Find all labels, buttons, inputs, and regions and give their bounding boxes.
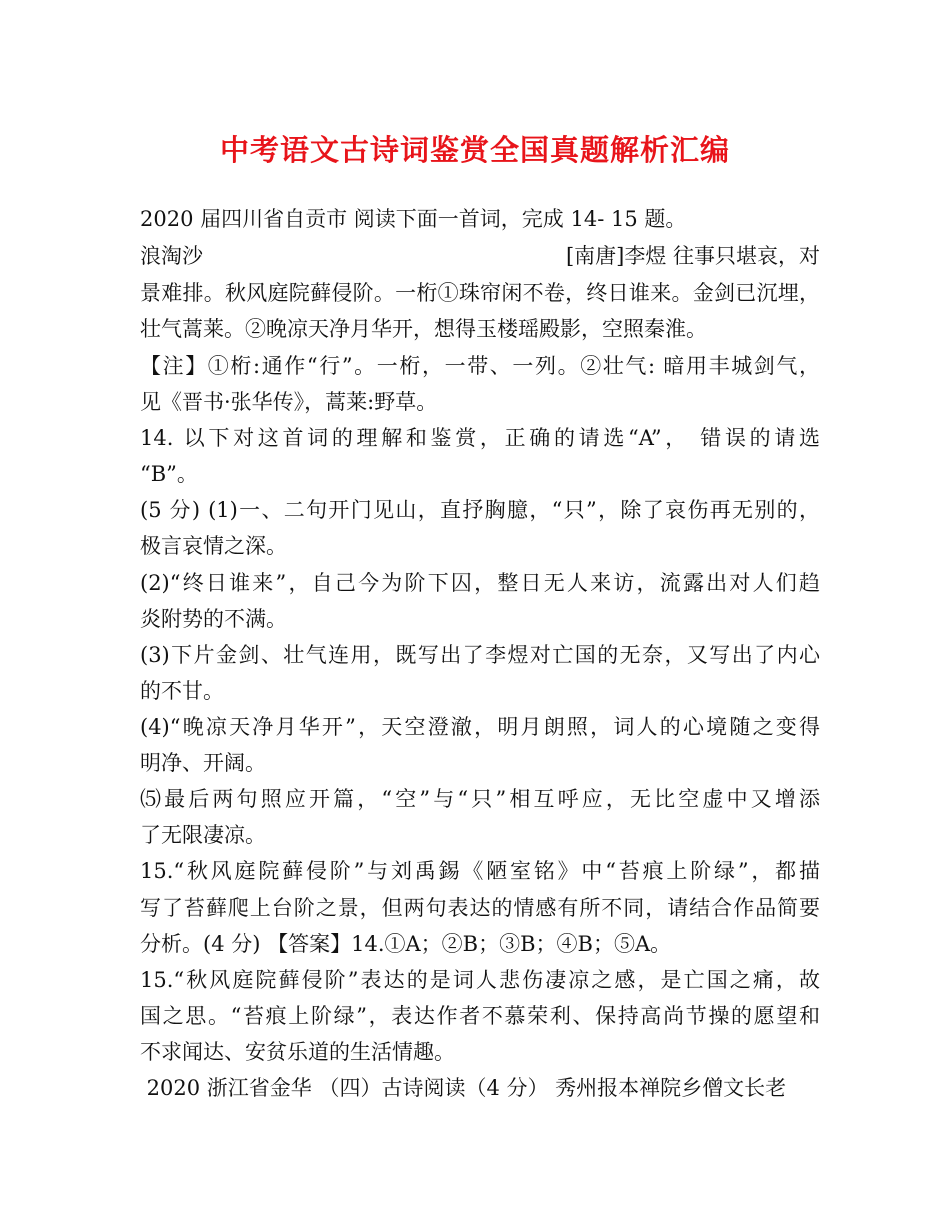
poem-title: 浪淘沙 — [140, 244, 203, 268]
poem2-source-line: 2020 浙江省金华 （四）古诗阅读（4 分） 秀州报本禅院乡僧文长老 — [140, 1076, 787, 1100]
answer15-line: 国之思。“苔痕上阶绿”，表达作者不慕荣利、保持高尚节操的愿望和 — [140, 1004, 820, 1028]
q14-option-5: ⑸最后两句照应开篇，“空”与“只”相互呼应，无比空虚中又增添 — [140, 787, 820, 811]
poem-author: [南唐]李煜 往事只堪哀，对 — [565, 244, 820, 268]
q15-line: 写了苔藓爬上台阶之景，但两句表达的情感有所不同，请结合作品简要 — [140, 896, 820, 920]
q14-option-2-cont: 炎附势的不满。 — [140, 607, 287, 631]
poem-text-line: 景难排。秋风庭院藓侵阶。一桁①珠帘闲不卷，终日谁来。金剑已沉埋， — [140, 281, 820, 305]
answer15-line: 不求闻达、安贫乐道的生活情趣。 — [140, 1040, 455, 1064]
page-title: 中考语文古诗词鉴赏全国真题解析汇编 — [219, 133, 730, 167]
note-line: 【注】①桁:通作“行”。一桁，一带、一列。②壮气: 暗用丰城剑气， — [140, 354, 820, 378]
q14-option-5-cont: 了无限凄凉。 — [140, 823, 266, 847]
q15-line: 15.“秋风庭院藓侵阶”与刘禹錫《陋室铭》中“苔痕上阶绿”，都描 — [140, 859, 820, 883]
poem1-header-line — [140, 243, 820, 269]
q14-option-2: (2)“终日谁来”，自己今为阶下囚，整日无人来访，流露出对人们趋 — [140, 571, 820, 595]
q14-option-1-cont: 极言哀情之深。 — [140, 534, 287, 558]
poem-text-line: 壮气蒿莱。②晚凉天净月华开，想得玉楼瑶殿影，空照秦淮。 — [140, 317, 707, 341]
answer15-line: 15.“秋风庭院藓侵阶”表达的是词人悲伤凄凉之感，是亡国之痛，故 — [140, 968, 820, 992]
q14-option-1: (5 分) (1)一、二句开门见山，直抒胸臆，“只”，除了哀伤再无别的， — [140, 498, 820, 522]
poem1-source-line: 2020 届四川省自贡市 阅读下面一首词，完成 14- 15 题。 — [140, 207, 687, 231]
q15-answer-line: 分析。(4 分) 【答案】14.①A；②B；③B；④B；⑤A。 — [140, 932, 672, 956]
q14-option-3: (3)下片金剑、壮气连用，既写出了李煜对亡国的无奈，又写出了内心 — [140, 643, 820, 667]
q14-option-3-cont: 的不甘。 — [140, 679, 224, 703]
q14-stem-line: “B”。 — [140, 462, 198, 486]
q14-option-4-cont: 明净、开阔。 — [140, 751, 266, 775]
note-line: 见《晋书·张华传》，蒿莱:野草。 — [140, 390, 438, 414]
q14-stem-line: 14. 以下对这首词的理解和鉴赏，正确的请选“A”， 错误的请选 — [140, 426, 820, 450]
q14-option-4: (4)“晚凉天净月华开”，天空澄澈，明月朗照，词人的心境随之变得 — [140, 715, 820, 739]
